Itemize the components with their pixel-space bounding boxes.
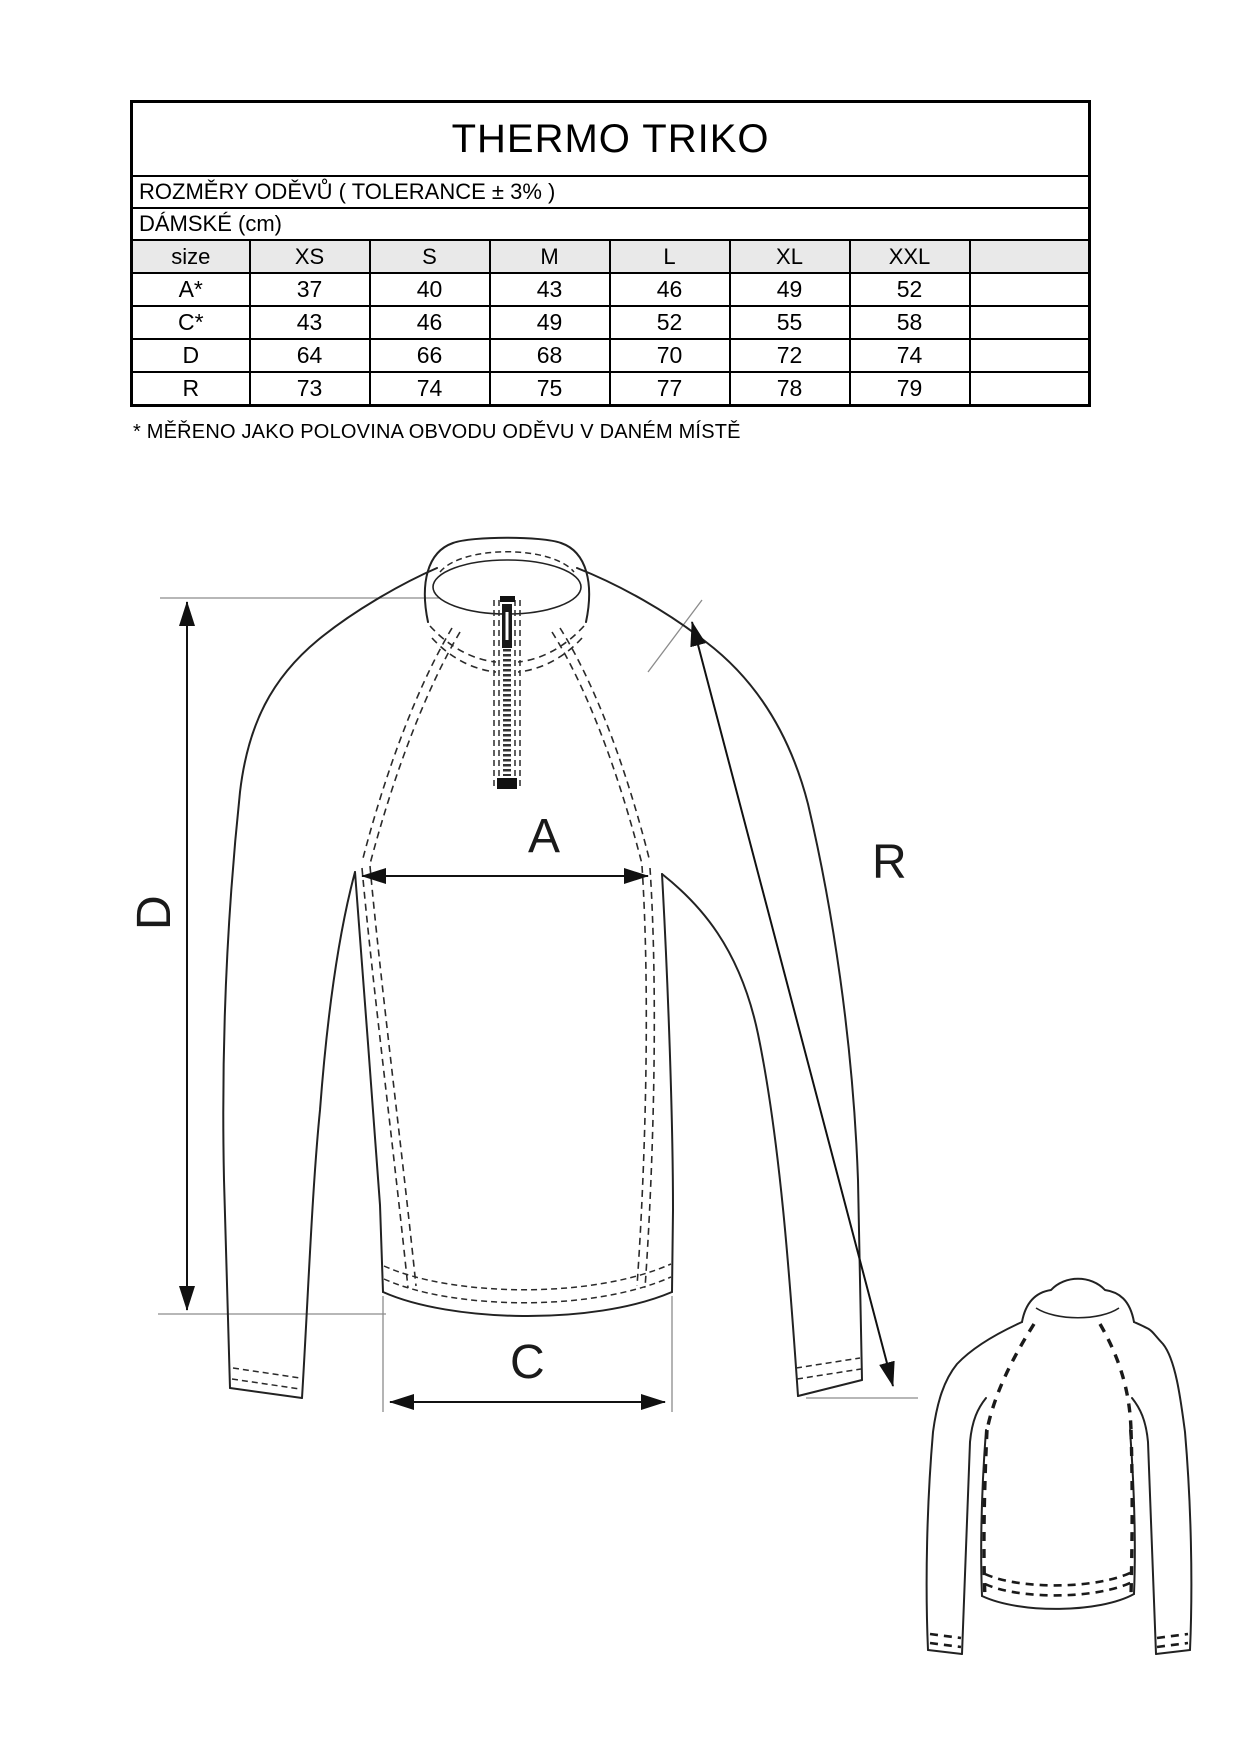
cell: 74	[370, 372, 490, 406]
cell: 66	[370, 339, 490, 372]
cell: 75	[490, 372, 610, 406]
back-right-side-seam	[1131, 1430, 1132, 1596]
right-raglan-seam	[552, 632, 642, 864]
left-sleeve-cuff-edge	[230, 1388, 302, 1398]
back-right-cuff-stitching	[1157, 1643, 1188, 1647]
measure-label-c: C*	[132, 306, 250, 339]
back-left-side-seam	[984, 1430, 987, 1598]
hem-stitching	[384, 1264, 671, 1290]
col-header-m: M	[490, 240, 610, 273]
cell: 55	[730, 306, 850, 339]
body-left-edge	[355, 872, 383, 1292]
back-left-cuff-stitching	[930, 1634, 961, 1638]
cell: 49	[730, 273, 850, 306]
back-view-drawing	[927, 1279, 1192, 1654]
left-side-seam	[370, 866, 416, 1286]
measure-footnote: * MĚŘENO JAKO POLOVINA OBVODU ODĚVU V DANÉM MÍSTĚ	[133, 421, 741, 443]
length-dimension-label: D	[128, 895, 181, 930]
right-sleeve-outer-edge	[577, 568, 862, 1380]
back-right-cuff-edge	[1156, 1650, 1190, 1654]
col-header-xxl: XXL	[850, 240, 970, 273]
cell: 78	[730, 372, 850, 406]
right-side-seam	[645, 868, 654, 1288]
sleeve-start-witness-line	[648, 600, 702, 672]
neckline-seam	[430, 626, 496, 662]
col-header-xl: XL	[730, 240, 850, 273]
zipper-pull-slot	[506, 612, 509, 640]
right-cuff-stitching	[796, 1358, 860, 1368]
measure-label-r: R	[132, 372, 250, 406]
back-hem-stitching	[985, 1582, 1132, 1595]
back-right-cuff-stitching	[1157, 1634, 1188, 1638]
right-cuff-stitching	[797, 1369, 861, 1379]
cell: 37	[250, 273, 370, 306]
neckline-seam	[518, 626, 584, 662]
back-left-raglan-seam	[987, 1324, 1034, 1430]
tolerance-note: ROZMĚRY ODĚVŮ ( TOLERANCE ± 3% )	[132, 176, 1090, 208]
back-collar-seam	[1036, 1308, 1119, 1318]
right-side-seam	[637, 866, 646, 1286]
sleeve-dimension-arrow	[692, 622, 893, 1386]
col-header-s: S	[370, 240, 490, 273]
zipper-bottom-stop	[497, 778, 517, 789]
cell: 64	[250, 339, 370, 372]
category-label: DÁMSKÉ (cm)	[132, 208, 1090, 240]
cell: 49	[490, 306, 610, 339]
front-view-drawing	[128, 538, 918, 1412]
page-title: THERMO TRIKO	[132, 102, 1090, 177]
back-right-sleeve-outer-edge	[1134, 1322, 1191, 1650]
cell: 46	[610, 273, 730, 306]
measure-label-a: A*	[132, 273, 250, 306]
sleeve-dimension-label: R	[872, 836, 907, 889]
cell: 52	[850, 273, 970, 306]
cell: 46	[370, 306, 490, 339]
chest-dimension-label: A	[528, 810, 561, 863]
left-sleeve-inner-edge	[302, 872, 355, 1398]
cell: 73	[250, 372, 370, 406]
cell: 40	[370, 273, 490, 306]
hem-stitching	[384, 1277, 671, 1303]
cell: 58	[850, 306, 970, 339]
back-collar-outline	[1022, 1279, 1134, 1322]
cell: 43	[250, 306, 370, 339]
back-left-cuff-stitching	[930, 1643, 961, 1647]
measure-label-d: D	[132, 339, 250, 372]
cell: 79	[850, 372, 970, 406]
collar-stitching	[440, 552, 574, 572]
zipper-top-stop	[500, 596, 515, 602]
back-left-cuff-edge	[928, 1650, 962, 1654]
left-cuff-stitching	[233, 1368, 300, 1378]
left-raglan-seam	[370, 632, 460, 864]
cell: 72	[730, 339, 850, 372]
body-right-edge	[662, 874, 673, 1292]
back-right-raglan-seam	[1100, 1324, 1131, 1430]
col-header-l: L	[610, 240, 730, 273]
right-sleeve-cuff-edge	[798, 1380, 862, 1396]
cell: 43	[490, 273, 610, 306]
hem-bottom-edge	[383, 1292, 672, 1316]
hem-dimension-label: C	[510, 1336, 545, 1389]
col-header-xs: XS	[250, 240, 370, 273]
cell: 68	[490, 339, 610, 372]
cell: 70	[610, 339, 730, 372]
back-hem-stitching	[985, 1572, 1132, 1585]
cell: 74	[850, 339, 970, 372]
cell: 77	[610, 372, 730, 406]
right-sleeve-inner-edge	[662, 874, 798, 1396]
left-side-seam	[362, 868, 408, 1288]
left-cuff-stitching	[232, 1379, 300, 1389]
cell: 52	[610, 306, 730, 339]
col-header-size: size	[132, 240, 250, 273]
